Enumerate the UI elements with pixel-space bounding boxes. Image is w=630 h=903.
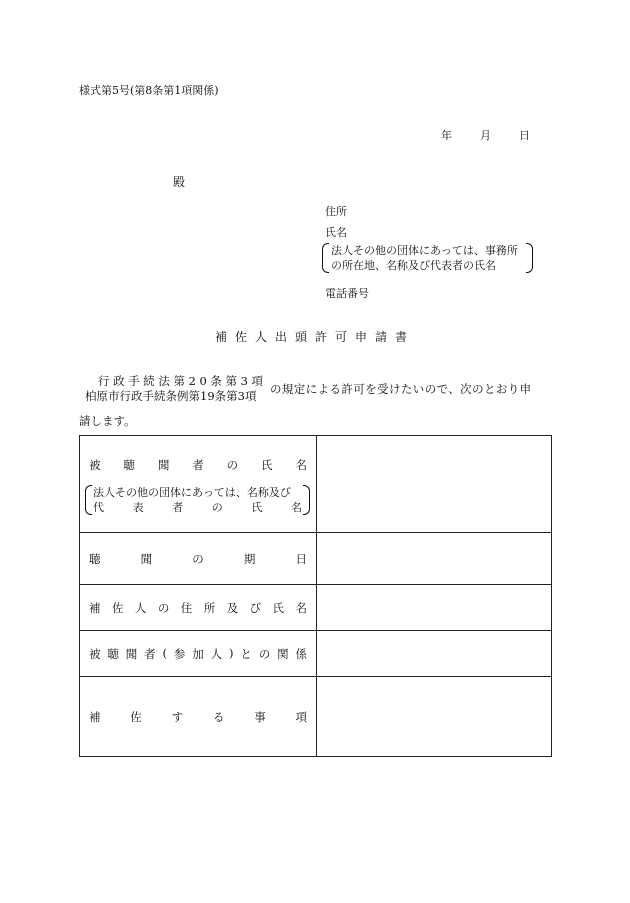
label-char: 名 <box>290 501 302 514</box>
table-row <box>80 677 552 757</box>
row-label-cell <box>80 436 317 533</box>
label-char: 氏 <box>272 600 284 615</box>
law-option-2: 柏原市行政手続条例第19条第3項 <box>85 389 257 403</box>
corporate-note-line2: の所在地、名称及び代表者の氏名 <box>331 259 496 272</box>
row-label-cell <box>80 631 317 677</box>
date-month-label: 月 <box>480 129 491 142</box>
label-char: の <box>157 600 170 615</box>
label-char: 加 <box>192 646 204 661</box>
left-bracket <box>322 243 329 273</box>
label-char: 所 <box>203 600 216 615</box>
corporate-note <box>325 243 530 273</box>
label-char: 氏 <box>261 458 273 472</box>
label-char: 被 <box>89 458 101 472</box>
name-label: 氏名 <box>325 226 347 239</box>
label-char: 被 <box>89 646 101 661</box>
label-char: 及 <box>226 600 239 615</box>
label-char: す <box>171 709 184 724</box>
label-char: の <box>192 551 204 566</box>
row-label-cell <box>80 585 317 631</box>
corporate-note-line1: 法人その他の団体にあっては、事務所 <box>331 244 518 257</box>
label-char: 聞 <box>140 551 153 566</box>
label-char: 補 <box>89 709 101 724</box>
label-char: 聞 <box>125 646 138 661</box>
label-char: る <box>212 709 225 724</box>
date-line <box>441 127 530 143</box>
left-bracket <box>85 485 92 515</box>
row-label-cell <box>80 677 317 757</box>
label-char: の <box>211 501 223 514</box>
label-char: 聞 <box>157 458 170 472</box>
date-day-label: 日 <box>519 129 530 142</box>
label-char: と <box>240 646 252 661</box>
label-char: 期 <box>243 551 256 566</box>
label-char: 住 <box>180 600 193 615</box>
table-row <box>80 533 552 585</box>
intro-paragraph <box>0 370 630 430</box>
label-char: 氏 <box>251 501 263 514</box>
label-char: ) <box>229 645 234 660</box>
label-char: 聴 <box>123 458 135 472</box>
row-label <box>80 600 316 616</box>
phone-label: 電話番号 <box>325 287 369 300</box>
label-char: 佐 <box>130 709 142 724</box>
label-char: 事 <box>254 709 266 724</box>
right-bracket <box>526 243 533 273</box>
row-label <box>80 709 316 725</box>
form-number: 様式第5号(第8条第1項関係) <box>79 84 219 97</box>
label-char: 代 <box>93 501 104 514</box>
label-char: ( <box>162 645 167 660</box>
row-label-cell <box>80 533 317 585</box>
label-char: 表 <box>132 501 144 514</box>
label-char: の <box>258 646 271 661</box>
row-label <box>80 457 316 473</box>
label-char: 参 <box>173 646 186 661</box>
label-char: 人 <box>210 646 223 661</box>
label-char: 者 <box>144 646 156 661</box>
address-label: 住所 <box>325 205 347 218</box>
row-value-cell[interactable] <box>317 436 552 533</box>
row-note-line2 <box>93 499 302 515</box>
row-label <box>80 646 316 662</box>
table-row <box>80 585 552 631</box>
label-char: 名 <box>295 600 307 615</box>
document-title: 補佐人出頭許可申請書 <box>214 330 415 344</box>
label-char: 係 <box>295 646 307 661</box>
row-label <box>80 551 316 567</box>
label-char: の <box>226 458 239 472</box>
row-value-cell[interactable] <box>317 631 552 677</box>
label-char: 補 <box>89 600 101 615</box>
addressee-suffix: 殿 <box>173 175 186 189</box>
row-note <box>86 485 309 515</box>
label-char: 聴 <box>107 646 119 661</box>
label-char: 日 <box>295 551 307 566</box>
date-year-label: 年 <box>441 129 452 142</box>
label-char: 人 <box>134 600 147 615</box>
label-char: 者 <box>172 501 184 514</box>
row-value-cell[interactable] <box>317 677 552 757</box>
label-char: 者 <box>192 458 204 472</box>
application-table <box>79 435 552 757</box>
intro-text-continued: 請します。 <box>79 414 136 428</box>
row-note-line1: 法人その他の団体にあっては、名称及び <box>93 486 291 499</box>
label-char: 聴 <box>89 551 101 566</box>
law-option-1: 行政手続法第20条第3項 <box>98 374 267 388</box>
right-bracket <box>303 485 310 515</box>
row-value-cell[interactable] <box>317 533 552 585</box>
label-char: び <box>249 600 262 615</box>
label-char: 佐 <box>111 600 124 615</box>
label-char: 関 <box>277 646 289 661</box>
row-value-cell[interactable] <box>317 585 552 631</box>
intro-text: の規定による許可を受けたいので、次のとおり申 <box>270 382 532 396</box>
label-char: 項 <box>295 709 307 724</box>
table-row <box>80 631 552 677</box>
table-row <box>80 436 552 533</box>
label-char: 名 <box>295 458 307 472</box>
